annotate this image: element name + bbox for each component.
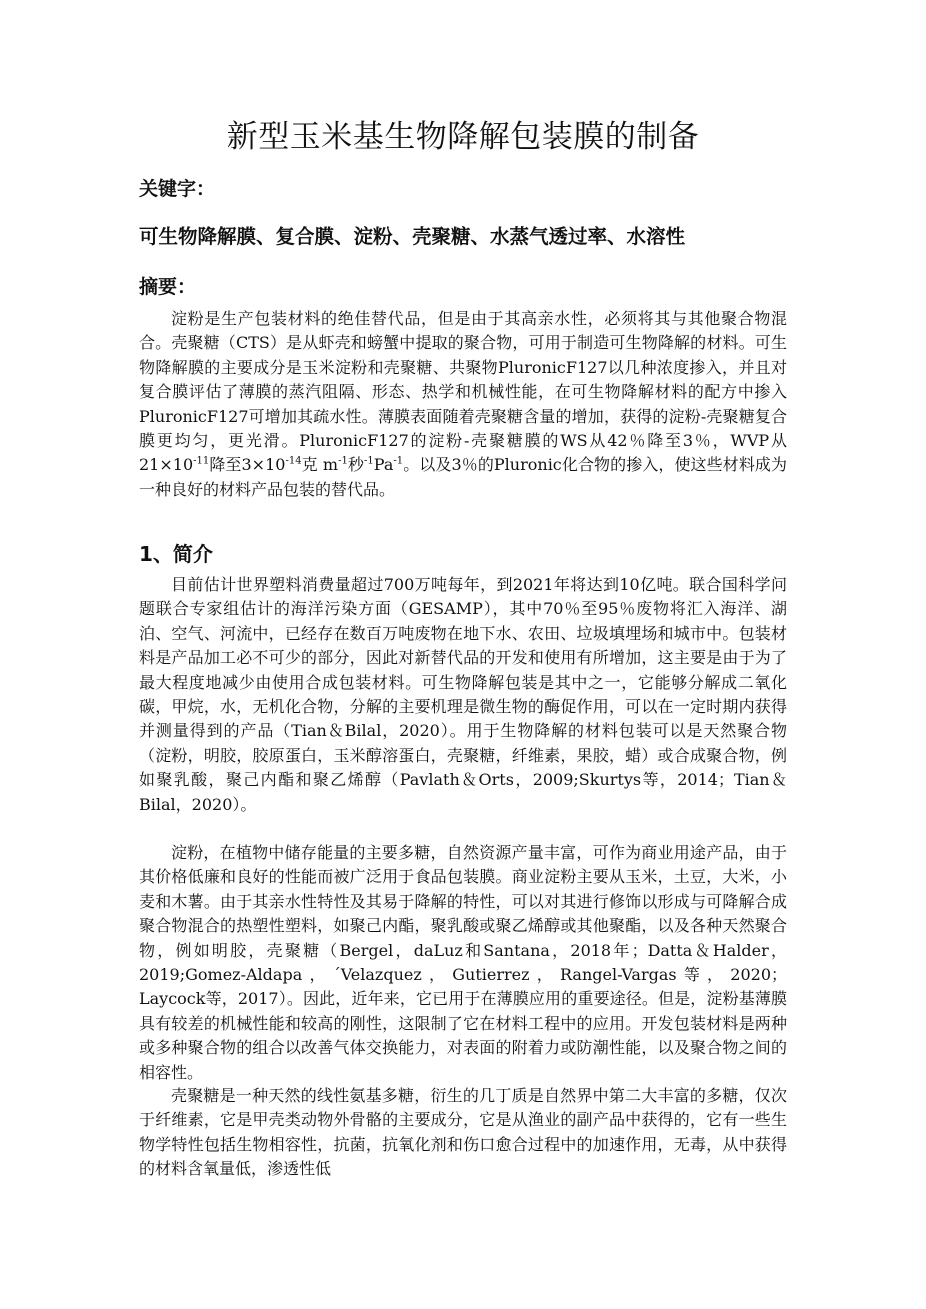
section-heading-intro: 1、简介 — [139, 542, 213, 566]
abstract-exponent-3: -1 — [338, 456, 348, 468]
intro-paragraph-2: 淀粉，在植物中储存能量的主要多糖，自然资源产量丰富，可作为商业用途产品，由于其价格低廉和良好的性能而被广泛用于食品包装膜。商业淀粉主要从玉米，土豆，大米，小麦和木薯。由于其亲水性特性及其易于降解的特性，可以对其进行修饰以形成与可降解合成聚合物混合的热塑性塑料，如聚己内酯，聚乳酸或聚乙烯醇或其他聚酯，以及各种天然聚合物，例如明胶，壳聚糖（Bergel，daLuz和Santana，2018年；Datta＆Halder，2019;Gomez-Aldapa，´Velazquez，Gutierrez，Rangel-Vargas等，2020；Laycock等，2017）。因此，近年来，它已用于在薄膜应用的重要途径。但是，淀粉基薄膜具有较差的机械性能和较高的刚性，这限制了它在材料工程中的应用。开发包装材料是两种或多种聚合物的组合以改善气体交换能力，对表面的附着力或防潮性能，以及聚合物之间的相容性。 — [139, 843, 787, 1082]
abstract-exponent-4: -1 — [364, 456, 374, 468]
abstract-text-5: Pa — [373, 455, 394, 475]
intro-paragraph-3: 壳聚糖是一种天然的线性氨基多糖，衍生的几丁质是自然界中第二大丰富的多糖，仅次于纤维素，它是甲壳类动物外骨骼的主要成分，它是从渔业的副产品中获得的，它有一些生物学特性包括生物相容性，抗菌，抗氧化剂和伤口愈合过程中的加速作用，无毒，从中获得的材料含氧量低，渗透性低 — [139, 1086, 787, 1179]
abstract-paragraph — [139, 307, 787, 502]
keywords-text: 可生物降解膜、复合膜、淀粉、壳聚糖、水蒸气透过率、水溶性 — [139, 225, 686, 248]
intro-paragraph-1: 目前估计世界塑料消费量超过700万吨每年，到2021年将达到10亿吨。联合国科学问题联合专家组估计的海洋污染方面（GESAMP），其中70％至95％废物将汇入海洋、湖泊、空气、河流中，已经存在数百万吨废物在地下水、农田、垃圾填埋场和城市中。包装材料是产品加工必不可少的部分，因此对新替代品的开发和使用有所增加，这主要是由于为了最大程度地减少由使用合成包装材料。可生物降解包装是其中之一，它能够分解成二氧化碳，甲烷，水，无机化合物，分解的主要机理是微生物的酶促作用，可以在一定时期内获得并测量得到的产品（Tian＆Bilal，2020）。用于生物降解的材料包装可以是天然聚合物（淀粉，明胶，胶原蛋白，玉米醇溶蛋白，壳聚糖，纤维素，果胶，蜡）或合成聚合物，例如聚乳酸，聚己内酯和聚乙烯醇（Pavlath＆Orts，2009;Skurtys等，2014；Tian＆Bilal，2020）。 — [139, 575, 787, 814]
abstract-label: 摘要： — [139, 276, 197, 298]
abstract-text-2: 降至3×10 — [209, 455, 286, 475]
abstract-text-1: 淀粉是生产包装材料的绝佳替代品，但是由于其高亲水性，必须将其与其他聚合物混合。壳聚糖（CTS）是从虾壳和螃蟹中提取的聚合物，可用于制造可生物降解的材料。可生物降解膜的主要成分是玉米淀粉和壳聚糖、共聚物PluronicF127以几种浓度掺入，并且对复合膜评估了薄膜的蒸汽阻隔、形态、热学和机械性能，在可生物降解材料的配方中掺入PluronicF127可增加其疏水性。薄膜表面随着壳聚糖含量的增加，获得的淀粉-壳聚糖复合膜更均匀，更光滑。PluronicF127的淀粉-壳聚糖膜的WS从42％降至3％，WVP从21×10 — [139, 309, 787, 475]
keywords-label: 关键字： — [139, 178, 216, 200]
abstract-exponent-2: -14 — [285, 456, 302, 468]
abstract-exponent-1: -11 — [193, 456, 210, 468]
document-title: 新型玉米基生物降解包装膜的制备 — [226, 119, 700, 155]
abstract-text-6: 。以及3％的Pluronic化合物的掺入，使这些材料成为一种良好的材料产品包装的替代品。 — [139, 455, 787, 499]
abstract-text-4: 秒 — [347, 455, 365, 475]
abstract-text-3: 克 m — [301, 455, 339, 475]
abstract-exponent-5: -1 — [393, 456, 404, 468]
